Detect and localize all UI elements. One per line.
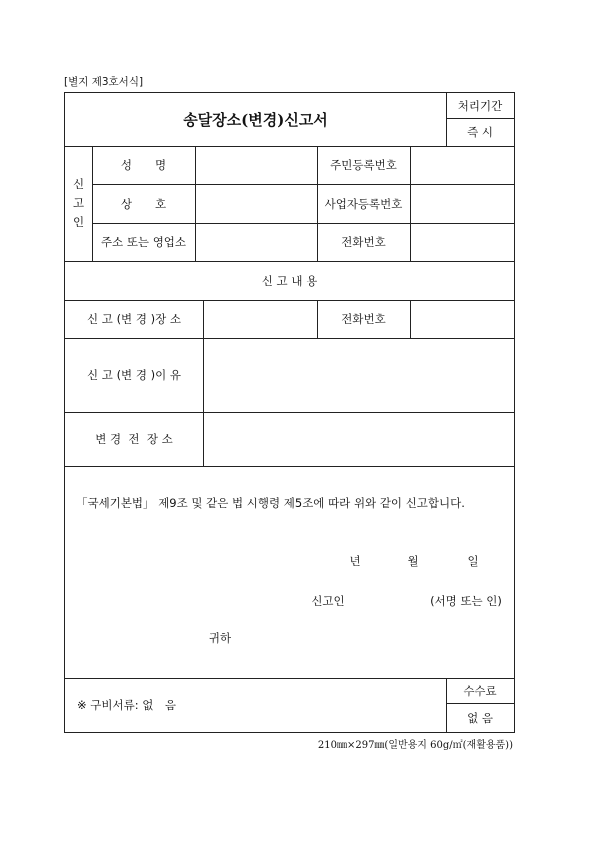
trade-name-label: 상 호 <box>120 196 167 211</box>
report-content-heading: 신 고 내 용 <box>261 273 318 288</box>
reporter-phone-field[interactable] <box>410 223 514 261</box>
business-no-label: 사업자등록번호 <box>324 196 403 211</box>
address-label: 주소 또는 영업소 <box>100 235 187 249</box>
name-label: 성 명 <box>120 158 167 172</box>
form-title: 송달장소(변경)신고서 <box>183 111 328 129</box>
report-phone-field[interactable] <box>410 300 514 338</box>
processing-period-label: 처리기간 <box>457 98 503 113</box>
form-frame <box>64 92 515 733</box>
addressee-suffix: 귀하 <box>208 631 232 645</box>
report-phone-label: 전화번호 <box>341 312 386 326</box>
name-field[interactable] <box>195 146 317 184</box>
resident-no-field[interactable] <box>410 146 514 184</box>
report-reason-label: 신 고 (변 경 )이 유 <box>87 368 181 382</box>
report-place-label: 신 고 (변 경 )장 소 <box>87 312 181 326</box>
paper-spec: 210㎜×297㎜(일반용지 60g/㎡(재활용품)) <box>317 740 513 751</box>
trade-name-field[interactable] <box>195 184 317 223</box>
date-month: 월 <box>407 554 419 568</box>
reporter-phone-label: 전화번호 <box>341 235 386 249</box>
previous-place-label: 변 경 전 장 소 <box>95 432 173 446</box>
reporter-char-2: 고 <box>72 196 85 210</box>
reporter-char-3: 인 <box>72 215 85 229</box>
report-reason-field[interactable] <box>203 338 514 412</box>
reporter-group-label <box>65 146 92 261</box>
address-field[interactable] <box>195 223 317 261</box>
date-day: 일 <box>467 554 479 568</box>
resident-no-label: 주민등록번호 <box>330 158 397 172</box>
form-number: [별지 제3호서식] <box>64 76 144 88</box>
reporter-char-1: 신 <box>72 177 85 191</box>
signer-name-field[interactable] <box>353 591 418 611</box>
signer-label: 신고인 <box>311 594 345 608</box>
business-no-field[interactable] <box>410 184 514 223</box>
sign-or-seal-label: (서명 또는 인) <box>430 594 502 608</box>
previous-place-field[interactable] <box>203 412 514 466</box>
date-year: 년 <box>349 554 361 568</box>
attachments-label: ※ 구비서류: 없 음 <box>77 698 176 712</box>
fee-label: 수수료 <box>463 683 497 698</box>
report-place-field[interactable] <box>203 300 317 338</box>
fee-value: 없 음 <box>467 710 493 725</box>
declaration-text: 「국세기본법」 제9조 및 같은 법 시행령 제5조에 따라 위와 같이 신고합니다. <box>76 496 465 510</box>
processing-period-value: 즉 시 <box>467 125 493 139</box>
